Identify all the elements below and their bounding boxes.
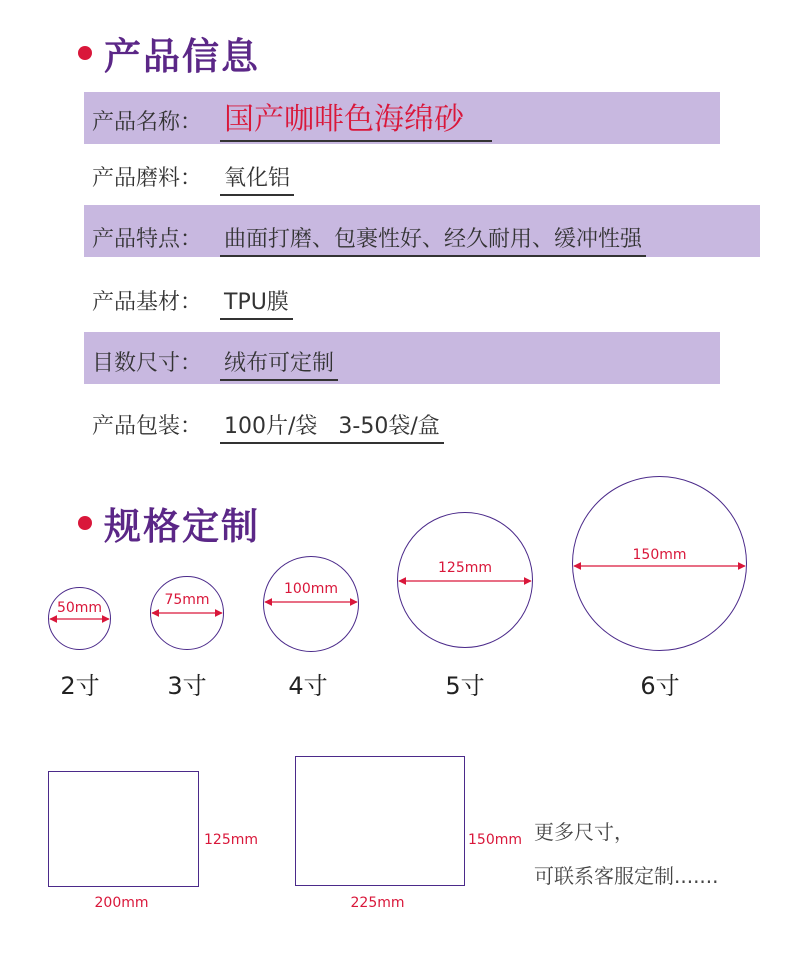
rect-width-label: 200mm: [94, 895, 149, 911]
circle-diameter-label: 125mm: [438, 560, 492, 576]
product-info-title: 产品信息: [104, 35, 260, 78]
rect-height-label: 125mm: [204, 832, 258, 848]
info-label: 产品基材：: [92, 290, 203, 315]
circle-size-label: 2寸: [60, 672, 100, 700]
rect-width-label: 225mm: [350, 895, 405, 911]
circle-size-label: 4寸: [288, 672, 328, 700]
circle-diameter-label: 50mm: [56, 600, 103, 616]
info-value: 绒布可定制: [220, 346, 338, 381]
info-label: 产品包装：: [92, 414, 203, 439]
spec-title: 规格定制: [104, 505, 260, 548]
info-value: TPU膜: [220, 285, 293, 320]
info-label: 目数尺寸：: [92, 351, 203, 376]
info-label: 产品磨料：: [92, 166, 203, 191]
circle-diameter-label: 150mm: [632, 547, 687, 563]
circle-size-label: 6寸: [640, 672, 680, 700]
rect-height-label: 150mm: [468, 832, 522, 848]
rect-200x125-outline: [48, 771, 199, 887]
info-value: 氧化铝: [220, 161, 294, 196]
info-label: 产品名称：: [92, 110, 203, 135]
info-value: 100片/袋 3-50袋/盒: [220, 409, 444, 444]
info-value: 国产咖啡色海绵砂: [220, 94, 492, 142]
circle-diameter-label: 100mm: [284, 581, 338, 597]
circle-size-label: 5寸: [445, 672, 485, 700]
info-value: 曲面打磨、包裹性好、经久耐用、缓冲性强: [220, 222, 646, 257]
circle-diameter-label: 75mm: [164, 592, 210, 608]
rect-225x150-outline: [295, 756, 465, 886]
info-label: 产品特点：: [92, 227, 203, 252]
contact-service-text: 可联系客服定制.......: [534, 864, 719, 888]
circle-size-label: 3寸: [167, 672, 207, 700]
more-sizes-text: 更多尺寸，: [534, 820, 634, 844]
